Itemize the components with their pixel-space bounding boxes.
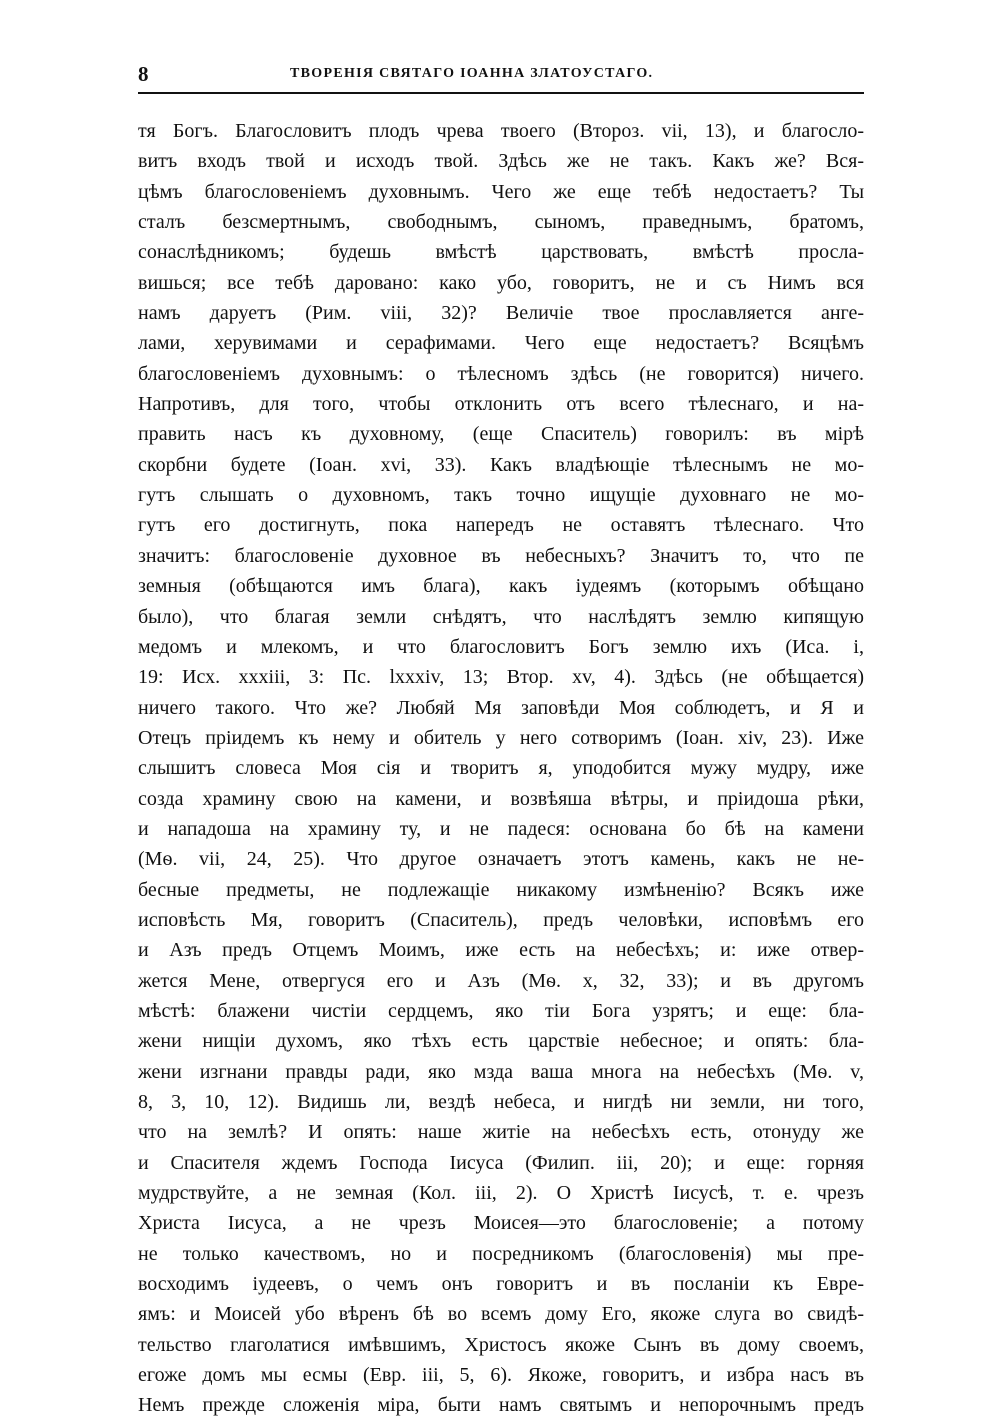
text-line: 8, 3, 10, 12). Видишь ли, вездѣ небеса, и нигдѣ ни земли, ни того,	[138, 1091, 864, 1113]
text-line: ничего такого. Что же? Любяй Мя заповѣди Моя соблюдетъ, и Я и	[138, 696, 864, 719]
text-line: Отецъ пріидемъ къ нему и обитель у него сотворимъ (Іоан. xiv, 23). Иже	[138, 726, 864, 749]
page-header	[138, 62, 864, 88]
text-line: медомъ и млекомъ, и что благословитъ Богъ землю ихъ (Иса. i,	[138, 635, 864, 658]
text-line: и нападоша на храмину ту, и не падеся: основана бо бѣ на камени	[138, 817, 864, 840]
text-line: сонаслѣдникомъ; будешь вмѣстѣ царствовать, вмѣстѣ прослa-	[138, 241, 864, 264]
text-line: мудрствуйте, а не земная (Кол. iii, 2). О Христѣ Іисусѣ, т. е. чрезъ	[138, 1182, 864, 1205]
text-line: и Азъ предъ Отцемъ Моимъ, иже есть на небесѣхъ; и: иже отвер-	[138, 939, 864, 962]
text-line: тельство глаголатися имѣвшимъ, Христосъ якоже Сынъ въ дому своемъ,	[138, 1333, 864, 1356]
text-line: Напротивъ, для того, чтобы отклонить отъ всего тѣлеснаго, и на-	[138, 393, 864, 416]
text-line: мѣстѣ: блажени чистіи сердцемъ, яко тіи Бога узрятъ; и еще: бла-	[138, 999, 864, 1022]
text-line: сталъ безсмертнымъ, свободнымъ, сыномъ, праведнымъ, братомъ,	[138, 211, 864, 234]
text-line: егоже домъ мы есмы (Евр. iii, 5, 6). Якоже, говоритъ, и избра насъ въ	[138, 1364, 864, 1387]
page-number: 8	[138, 62, 149, 86]
text-line: гутъ слышать о духовномъ, такъ точно ищущіе духовнаго не мо-	[138, 484, 864, 507]
text-line: и Спасителя ждемъ Господа Іисуса (Филип. iii, 20); и еще: горняя	[138, 1151, 864, 1174]
text-line: жени нищіи духомъ, яко тѣхъ есть царствіе небесное; и опять: бла-	[138, 1030, 864, 1053]
text-line: гутъ его достигнуть, пока напередъ не оставятъ тѣлеснаго. Что	[138, 514, 864, 537]
text-line: тя Богъ. Благословитъ плодъ чрева твоего (Второз. vii, 13), и благосло-	[138, 120, 864, 142]
text-line: Немъ прежде сложенія міра, быти намъ святымъ и непорочнымъ предъ	[138, 1394, 864, 1417]
text-line: ямъ: и Моисей убо вѣренъ бѣ во всемъ дому Его, якоже слуга во свидѣ-	[138, 1303, 864, 1326]
running-title: ТВОРЕНІЯ СВЯТАГО ІОАННА ЗЛАТОУСТАГО.	[290, 66, 654, 81]
text-line: жени изгнани правды ради, яко мзда ваша многа на небесѣхъ (Мѳ. v,	[138, 1060, 864, 1083]
text-line: не только качествомъ, но и посредникомъ (благословенія) мы пре-	[138, 1242, 864, 1265]
text-line: витъ входъ твой и исходъ твой. Здѣсь же не такъ. Какъ же? Вся-	[138, 150, 864, 173]
text-line: Христа Іисуса, а не чрезъ Моисея—это благословеніе; а потому	[138, 1212, 864, 1235]
text-line: лами, херувимами и серафимами. Чего еще недостаетъ? Всяцѣмъ	[138, 332, 864, 355]
text-line: скорбни будете (Іоан. xvi, 33). Какъ владѣющіе тѣлеснымъ не мо-	[138, 453, 864, 476]
text-line: слышитъ словеса Моя сія и творитъ я, уподобится мужу мудру, иже	[138, 757, 864, 780]
text-line: править насъ къ духовному, (еще Спаситель) говорилъ: въ мірѣ	[138, 423, 864, 446]
text-line: восходимъ іудеевъ, о чемъ онъ говоритъ и въ посланіи къ Евре-	[138, 1273, 864, 1296]
text-line: созда храмину свою на камени, и возвѣяша вѣтры, и пріидоша рѣки,	[138, 787, 864, 810]
text-line: 19: Исх. xxxiii, 3: Пс. lxxxiv, 13; Втор. xv, 4). Здѣсь (не обѣщается)	[138, 666, 864, 689]
body-text	[138, 116, 864, 1421]
text-line: благословеніемъ духовнымъ: о тѣлесномъ здѣсь (не говорится) ничего.	[138, 362, 864, 385]
text-line: исповѣсть Мя, говоритъ (Спаситель), предъ человѣки, исповѣмъ его	[138, 908, 864, 931]
text-line: бесные предметы, не подлежащіе никакому измѣненію? Всякъ иже	[138, 878, 864, 901]
header-rule	[138, 92, 864, 94]
text-line: земныя (обѣщаются имъ блага), какъ іудеямъ (которымъ обѣщано	[138, 575, 864, 598]
text-line: было), что благая земли снѣдятъ, что наслѣдятъ землю кипящую	[138, 605, 864, 628]
text-line: жется Мене, отвергуся его и Азъ (Мѳ. x, 32, 33); и въ другомъ	[138, 969, 864, 992]
text-line: намъ даруетъ (Рим. viii, 32)? Величіе твое прославляется анге-	[138, 302, 864, 325]
text-line: вишься; все тебѣ даровано: како убо, говоритъ, не и съ Нимъ вся	[138, 271, 864, 294]
text-line: что на землѣ? И опять: наше житіе на небесѣхъ есть, отонуду же	[138, 1121, 864, 1144]
text-line: (Мѳ. vii, 24, 25). Что другое означаетъ этотъ камень, какъ не не-	[138, 848, 864, 871]
text-line: цѣмъ благословеніемъ духовнымъ. Чего же еще тебѣ недостаетъ? Ты	[138, 180, 864, 203]
text-line: значитъ: благословеніе духовное въ небесныхъ? Значитъ то, что пе	[138, 544, 864, 567]
